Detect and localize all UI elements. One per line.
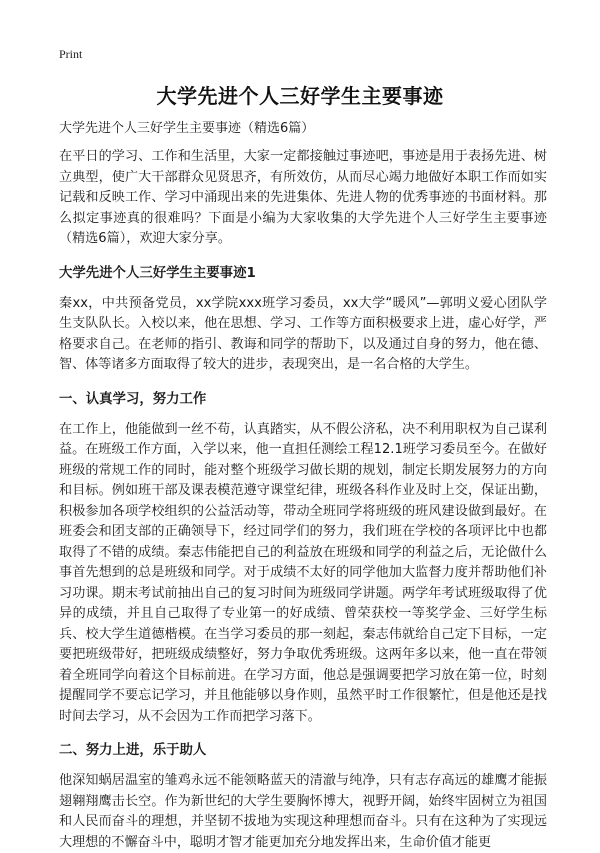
print-link[interactable]: Print — [59, 47, 83, 61]
section-1-paragraph: 秦xx，中共预备党员，xx学院xxx班学习委员，xx大学“暖风”—郭明义爱心团队学生支队队长。入校以来，他在思想、学习、工作等方面积极要求上进，虚心好学，严格要求自己。在老师的指引、教诲和同学的帮助下，以及通过自身的努力，他在德、智、体等诸多方面取得了较大的进步，表现突出，是一名合格的大学生。 — [59, 295, 547, 372]
heading-help-others: 二、努力上进，乐于助人 — [59, 743, 207, 758]
study-work-paragraph: 在工作上，他能做到一丝不苟，认真踏实，从不假公济私，决不利用职权为自己谋利益。在班级工作方面，入学以来，他一直担任测绘工程12.1班学习委员至今。在做好班级的常规工作的同时，能对整个班级学习做长期的规划，制定长期发展努力的方向和目标。例如班干部及课表模范遵守课堂纪律，班级各科作业及时上交，保证出勤，积极参加各项学校组织的公益活动等，带动全班同学将班级的班风建设做到最好。在班委会和团支部的正确领导下，经过同学们的努力，我们班在学校的各项评比中也都取得了不错的成绩。秦志伟能把自己的利益放在班级和同学的利益之后，无论做什么事首先想到的总是班级和同学。对于成绩不太好的同学他加大监督力度并帮助他们补习功课。期末考试前抽出自己的复习时间为班级同学讲题。两学年考试班级取得了优异的成绩，并且自己取得了专业第一的好成绩、曾荣获校一等奖学金、三好学生标兵、校大学生道德楷模。在当学习委员的那一刻起，秦志伟就给自己定下目标，一定要把班级带好，把班级成绩整好，努力争取优秀班级。这两年多以来，他一直在带领着全班同学向着这个目标前进。在学习方面，他总是强调要把学习放在第一位，时刻提醒同学不要忘记学习，并且他能够以身作则，虽然平时工作很繁忙，但是他还是找时间去学习，从不会因为工作而把学习落下。 — [59, 421, 547, 724]
document-title: 大学先进个人三好学生主要事迹 — [156, 84, 444, 108]
help-others-paragraph: 他深知蜗居温室的雏鸡永远不能领略蓝天的清澈与纯净，只有志存高远的雄鹰才能振翅翱翔鹰击长空。作为新世纪的大学生要胸怀博大，视野开阔，始终牢固树立为祖国和人民而奋斗的理想，并坚韧不拔地为实现这种理想而奋斗。只有在这种为了实现远大理想的不懈奋斗中，聪明才智才能更加充分地发挥出来，生命价值才能更 — [59, 773, 547, 850]
intro-paragraph: 在平日的学习、工作和生活里，大家一定都接触过事迹吧，事迹是用于表扬先进、树立典型，使广大干部群众见贤思齐，有所效仿，从而尽心竭力地做好本职工作而如实记载和反映工作、学习中涌现出来的先进集体、先进人物的优秀事迹的书面材料。那么拟定事迹真的很难吗？下面是小编为大家收集的大学先进个人三好学生主要事迹（精选6篇），欢迎大家分享。 — [59, 149, 547, 246]
document-subtitle: 大学先进个人三好学生主要事迹（精选6篇） — [59, 121, 315, 136]
section-1-title: 大学先进个人三好学生主要事迹1 — [59, 265, 256, 281]
document-body — [59, 120, 547, 853]
heading-study-work: 一、认真学习，努力工作 — [59, 391, 207, 407]
